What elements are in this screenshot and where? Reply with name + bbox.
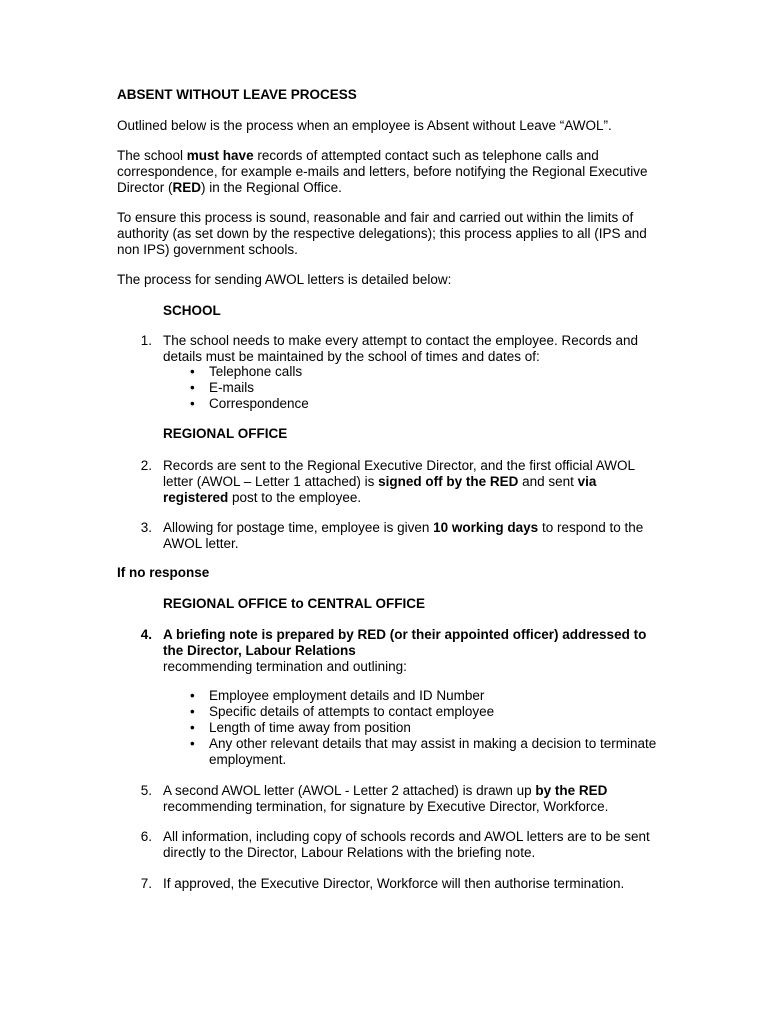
bold-run: RED [172,180,202,195]
bold-run: 10 working days [433,520,539,535]
list-item [190,364,660,380]
text-run: Allowing for postage time, employee is given [163,520,434,535]
text-run: post to the employee. [228,490,362,505]
section-heading-school: SCHOOL [163,303,221,318]
if-no-response-heading: If no response [117,565,210,580]
step-number: 1. [140,333,152,348]
bullet-icon: • [190,736,195,751]
bold-run: by the RED [535,783,608,798]
step-number: 2. [140,458,152,473]
bullet-icon: • [190,720,195,735]
step-3 [117,520,657,552]
step-text [163,783,657,815]
document-title: ABSENT WITHOUT LEAVE PROCESS [117,87,357,102]
list-item-text: Employee employment details and ID Number [209,688,485,703]
step-number: 3. [140,520,152,535]
list-item [190,396,660,412]
text-run: recommending termination and outlining: [163,659,407,674]
bullet-icon: • [190,380,195,395]
section-heading-central-office: REGIONAL OFFICE to CENTRAL OFFICE [163,596,425,611]
step-number: 6. [140,829,152,844]
step-6 [117,829,657,861]
bullet-icon: • [190,364,195,379]
step-1 [117,333,657,365]
step-4 [117,627,657,675]
list-item [190,736,660,768]
briefing-details-list [190,688,660,768]
process-paragraph: The process for sending AWOL letters is detailed below: [117,272,452,287]
text-run: A second AWOL letter (AWOL - Letter 2 attached) is drawn up [163,783,536,798]
step-text: The school needs to make every attempt to contact the employee. Records and details must be maintained by the school of times and dates of: [163,333,639,364]
text-run: and sent [518,474,578,489]
bold-run: A briefing note is prepared by RED (or their appointed officer) addressed to the Director, Labour Relations [163,627,647,658]
bold-run: via registered [163,474,597,505]
list-item [190,688,660,704]
step-text [163,458,657,506]
bullet-icon: • [190,704,195,719]
section-heading-regional-office: REGIONAL OFFICE [163,426,288,441]
list-item [190,720,660,736]
intro-paragraph: Outlined below is the process when an employee is Absent without Leave “AWOL”. [117,118,612,133]
bullet-icon: • [190,396,195,411]
step-text: If approved, the Executive Director, Workforce will then authorise termination. [163,876,625,891]
step-text: All information, including copy of schools records and AWOL letters are to be sent directly to the Director, Labour Relations with the briefing note. [163,829,650,860]
list-item-text: Length of time away from position [209,720,411,735]
step-text [163,520,657,552]
list-item [190,380,660,396]
list-item-text: E-mails [209,380,255,395]
school-records-paragraph [117,148,657,196]
list-item-text: Any other relevant details that may assist in making a decision to terminate employment. [209,736,657,767]
list-item-text: Telephone calls [209,364,303,379]
text-run: ) in the Regional Office. [201,180,342,195]
step-number: 7. [140,876,152,891]
text-run: recommending termination, for signature by Executive Director, Workforce. [163,799,609,814]
contact-methods-list [190,364,660,412]
list-item-text: Correspondence [209,396,309,411]
text-run: to respond to the AWOL letter. [163,520,644,551]
step-text [163,627,657,675]
step-5 [117,783,657,815]
step-number: 4. [140,627,152,642]
list-item [190,704,660,720]
bold-run: signed off by the RED [378,474,519,489]
bullet-icon: • [190,688,195,703]
step-2 [117,458,657,506]
list-item-text: Specific details of attempts to contact employee [209,704,495,719]
text-run: The school [117,148,187,163]
text-run: Records are sent to the Regional Executive Director, and the first official AWOL letter (AWOL – Letter 1 attached) is [163,458,635,489]
text-run: records of attempted contact such as telephone calls and correspondence, for example e-mails and letters, before notifying the Regional Executive Director ( [117,148,648,195]
bold-run: must have [186,148,254,163]
step-7 [117,876,657,892]
step-number: 5. [140,783,152,798]
ensure-paragraph: To ensure this process is sound, reasonable and fair and carried out within the limits of authority (as set down by the respective delegations); this process applies to all (IPS and non IPS) government schools. [117,210,647,257]
